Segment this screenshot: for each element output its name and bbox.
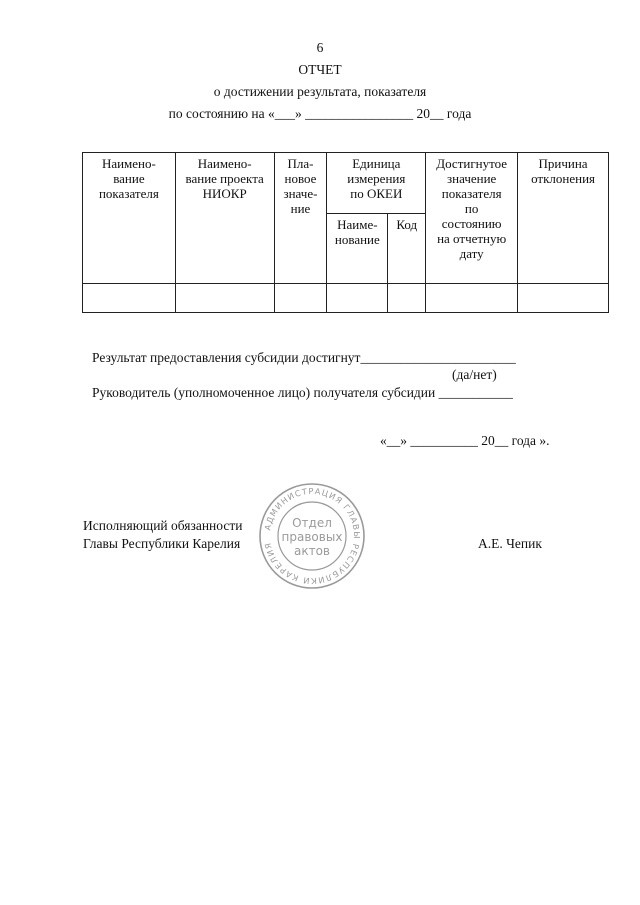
report-date-line: по состоянию на «___» ________________ 20__ года xyxy=(168,106,472,121)
header-unit-code: Код xyxy=(388,214,426,284)
signatory-name: А.Е. Чепик xyxy=(478,536,542,551)
stamp-line-1: Отдел xyxy=(292,516,332,530)
table-cell xyxy=(388,284,426,313)
header-unit: Единица измерения по ОКЕИ xyxy=(327,153,426,214)
header-unit-name: Наиме- нование xyxy=(327,214,388,284)
header-project-name: Наимено- вание проекта НИОКР xyxy=(175,153,274,284)
result-hint: (да/нет) xyxy=(452,367,497,382)
table-cell xyxy=(518,284,609,313)
sign-date-line: «__» __________ 20__ года ». xyxy=(380,433,550,448)
header-achieved-value: Достигнутое значение показателя по состоянию на отчетную дату xyxy=(426,153,518,284)
page-number: 6 xyxy=(316,40,324,55)
header-deviation-reason: Причина отклонения xyxy=(518,153,609,284)
report-subtitle: о достижении результата, показателя xyxy=(213,84,427,99)
table-cell xyxy=(175,284,274,313)
head-signature-line: Руководитель (уполномоченное лицо) получателя субсидии ___________ xyxy=(92,385,513,400)
stamp-line-3: актов xyxy=(293,544,331,558)
table-cell xyxy=(83,284,176,313)
stamp-seal xyxy=(258,482,366,590)
report-title: ОТЧЕТ xyxy=(298,62,342,77)
result-line: Результат предоставления субсидии достигнут_______________________ xyxy=(92,350,516,365)
stamp-ring-text: АДМИНИСТРАЦИЯ ГЛАВЫ РЕСПУБЛИКИ КАРЕЛИЯ xyxy=(262,485,363,587)
report-table xyxy=(82,152,609,313)
table-cell xyxy=(327,284,388,313)
stamp-line-2: правовых xyxy=(281,530,343,544)
signatory-title-1: Исполняющий обязанности xyxy=(83,518,243,533)
table-cell xyxy=(426,284,518,313)
table-row xyxy=(83,284,609,313)
header-planned-value: Пла- новое значе- ние xyxy=(274,153,327,284)
signatory-title-2: Главы Республики Карелия xyxy=(83,536,241,551)
header-indicator-name: Наимено- вание показателя xyxy=(83,153,176,284)
table-cell xyxy=(274,284,327,313)
